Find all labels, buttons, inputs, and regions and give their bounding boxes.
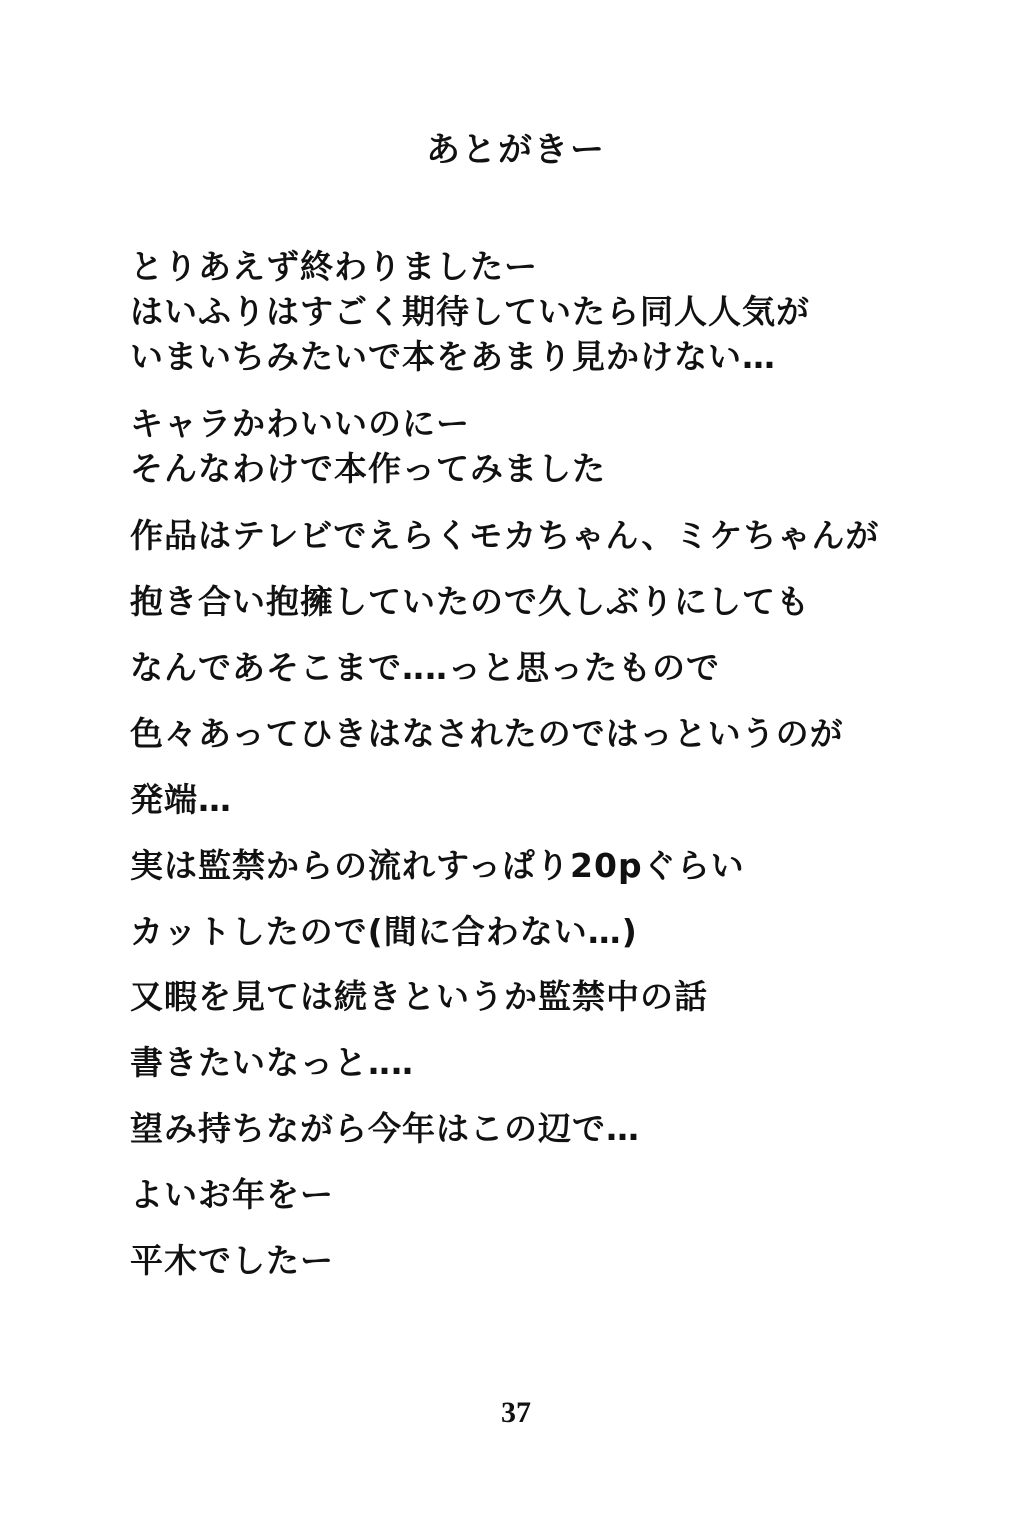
text-line: とりあえず終わりましたー	[130, 247, 538, 286]
text-line: カットしたので(間に合わない…)	[130, 911, 638, 951]
paragraph-chara	[130, 402, 960, 492]
text-line: そんなわけで本作ってみました	[130, 448, 606, 488]
text-line: 又暇を見ては続きというか監禁中の話	[130, 977, 708, 1017]
text-line: よいお年をー	[130, 1174, 334, 1214]
paragraph-intro	[130, 245, 960, 380]
text-line: キャラかわいいのにー	[130, 403, 470, 443]
paragraph-main	[130, 513, 960, 1284]
page-number: 37	[501, 1396, 531, 1429]
text-line: 望み持ちながら今年はこの辺で…	[130, 1109, 640, 1149]
text-line: 抱き合い抱擁していたので久しぶりにしても	[130, 582, 810, 622]
text-line: 書きたいなっと‥‥	[130, 1043, 415, 1083]
text-line: いまいちみたいで本をあまり見かけない…	[130, 336, 776, 376]
text-line: 発端…	[130, 779, 232, 819]
text-line: はいふりはすごく期待していたら同人人気が	[130, 291, 810, 331]
text-line: なんであそこまで‥‥っと思ったもので	[130, 648, 721, 688]
text-line: 色々あってひきはなされたのではっというのが	[130, 713, 844, 753]
afterword-body	[130, 245, 960, 1304]
text-line: 平木でしたー	[130, 1240, 334, 1280]
text-line: 実は監禁からの流れすっぱり20pぐらい	[130, 845, 745, 885]
text-line: 作品はテレビでえらくモカちゃん、ミケちゃんが	[130, 516, 880, 556]
page-title: あとがきー	[426, 130, 606, 170]
